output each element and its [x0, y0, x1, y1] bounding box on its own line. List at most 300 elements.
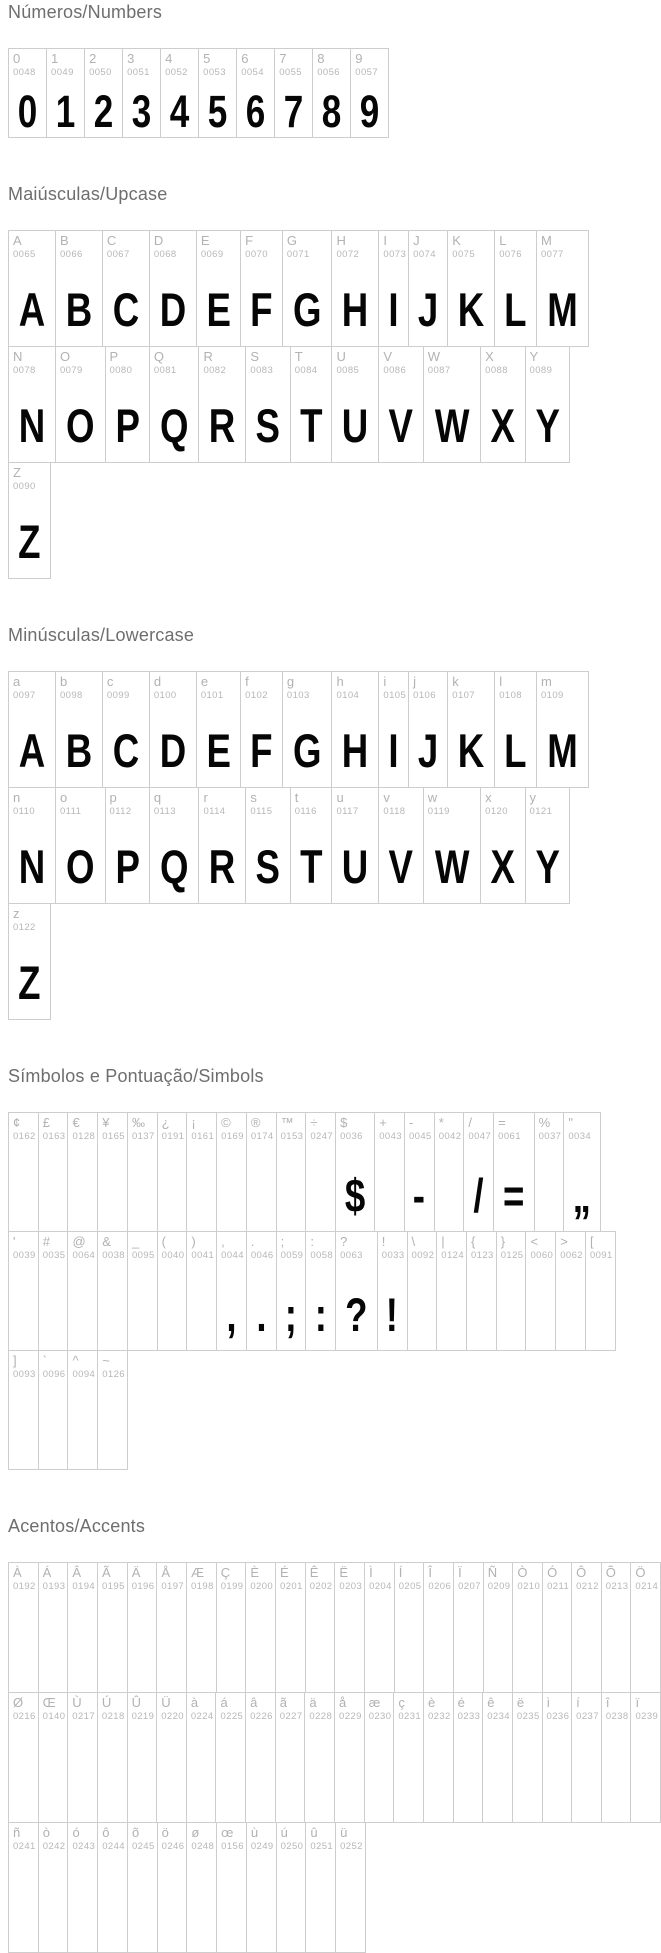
glyph-preview: ! — [386, 1288, 399, 1341]
glyph-char-label: G — [286, 233, 298, 248]
glyph-code-label: 0085 — [336, 364, 360, 376]
glyph-row — [9, 1350, 661, 1470]
glyph-cell-0104 — [331, 671, 379, 788]
glyph-cell-0079 — [55, 346, 106, 463]
glyph-preview: C — [112, 724, 140, 777]
glyph-cell-labels — [9, 463, 50, 492]
glyph-code-label: 0233 — [457, 1710, 481, 1722]
glyph-char-label: = — [498, 1115, 506, 1130]
glyph-char-label: . — [250, 1234, 255, 1249]
glyph-char-label: " — [568, 1115, 573, 1130]
glyph-cell-0088 — [480, 346, 525, 463]
glyph-cell-0096 — [38, 1350, 69, 1470]
glyph-code-label: 0194 — [72, 1580, 96, 1592]
glyph-preview: G — [292, 283, 322, 336]
glyph-cell-0070 — [240, 230, 283, 347]
glyph-char-label: % — [538, 1115, 551, 1130]
glyph-cell-0108 — [494, 671, 537, 788]
glyph-cell-0117 — [331, 787, 379, 904]
glyph-preview: X — [490, 399, 516, 452]
glyph-code-label: 0125 — [500, 1249, 524, 1261]
glyph-cell-labels — [9, 49, 46, 78]
glyph-cell-0059 — [276, 1231, 307, 1351]
glyph-preview: F — [250, 724, 273, 777]
glyph-code-label: 0241 — [13, 1840, 36, 1852]
glyph-char-label: â — [250, 1695, 258, 1710]
glyph-code-label: 0041 — [191, 1249, 215, 1261]
glyph-char-label: ' — [13, 1234, 16, 1249]
glyph-cell-labels — [586, 1232, 615, 1261]
glyph-char-label: ç — [398, 1695, 405, 1710]
glyph-char-label: ë — [516, 1695, 525, 1710]
glyph-cell-labels — [467, 1232, 496, 1261]
glyph-cell-labels — [497, 1232, 526, 1261]
glyph-cell-labels — [306, 1563, 335, 1592]
glyph-cell-labels — [513, 1693, 542, 1722]
glyph-char-label: ò — [42, 1825, 50, 1840]
section-title-accents: Acentos/Accents — [8, 1516, 146, 1536]
glyph-char-label: ( — [161, 1234, 167, 1249]
glyph-code-label: 0104 — [336, 689, 360, 701]
glyph-preview: Z — [18, 515, 41, 568]
glyph-char-label: C — [106, 233, 117, 248]
glyph-cell-0062 — [555, 1231, 586, 1351]
glyph-preview: 6 — [245, 86, 266, 137]
glyph-cell-0162 — [8, 1112, 39, 1232]
glyph-char-label: Ç — [220, 1565, 231, 1580]
glyph-preview: 4 — [169, 86, 190, 137]
glyph-code-label: 0174 — [250, 1130, 274, 1142]
glyph-cell-0081 — [149, 346, 200, 463]
glyph-cell-0229 — [334, 1692, 365, 1823]
glyph-code-label: 0037 — [538, 1130, 562, 1142]
glyph-code-label: 0043 — [379, 1130, 402, 1142]
glyph-code-label: 0049 — [51, 66, 74, 78]
section-accents — [8, 1516, 661, 1953]
glyph-code-label: 0237 — [576, 1710, 599, 1722]
glyph-row — [9, 1562, 661, 1693]
glyph-preview: „ — [572, 1169, 592, 1222]
glyph-cell-0248 — [186, 1822, 217, 1953]
section-uppercase — [8, 184, 661, 579]
glyph-char-label: S — [250, 349, 260, 364]
glyph-code-label: 0247 — [310, 1130, 334, 1142]
glyph-cell-labels — [283, 672, 332, 701]
glyph-cell-0057 — [350, 48, 389, 138]
glyph-preview: 0 — [17, 86, 38, 137]
glyph-char-label: m — [540, 674, 552, 689]
glyph-char-label: ¥ — [102, 1115, 110, 1130]
section-title-uppercase: Maiúsculas/Upcase — [8, 184, 168, 204]
glyph-preview: W — [434, 840, 470, 893]
glyph-cell-0245 — [127, 1822, 158, 1953]
glyph-preview: N — [18, 840, 46, 893]
glyph-char-label: æ — [368, 1695, 381, 1710]
glyph-cell-0061 — [493, 1112, 534, 1232]
glyph-char-label: ø — [191, 1825, 200, 1840]
glyph-cell-labels — [526, 347, 569, 376]
glyph-cell-labels — [217, 1563, 246, 1592]
glyph-cell-labels — [336, 1113, 374, 1142]
glyph-char-label: Ó — [547, 1565, 558, 1580]
glyph-char-label: I — [383, 233, 388, 248]
glyph-cell-0056 — [312, 48, 351, 138]
glyph-char-label: @ — [72, 1234, 86, 1249]
glyph-cell-0212 — [571, 1562, 602, 1693]
glyph-code-label: 0203 — [339, 1580, 363, 1592]
glyph-cell-0252 — [335, 1822, 366, 1953]
glyph-code-label: 0234 — [487, 1710, 510, 1722]
glyph-char-label: Q — [153, 349, 164, 364]
glyph-cell-labels — [572, 1563, 601, 1592]
glyph-cell-0090 — [8, 462, 51, 579]
glyph-code-label: 0196 — [131, 1580, 155, 1592]
glyph-cell-labels — [332, 672, 378, 701]
glyph-cell-labels — [246, 1563, 275, 1592]
glyph-cell-0123 — [466, 1231, 497, 1351]
glyph-cell-0109 — [536, 671, 589, 788]
glyph-code-label: 0113 — [153, 805, 176, 817]
glyph-code-label: 0114 — [203, 805, 226, 817]
glyph-cell-labels — [150, 347, 199, 376]
glyph-char-label: í — [576, 1695, 580, 1710]
glyph-cell-0063 — [335, 1231, 378, 1351]
glyph-preview: Q — [159, 840, 189, 893]
glyph-code-label: 0245 — [131, 1840, 155, 1852]
glyph-code-label: 0212 — [576, 1580, 599, 1592]
glyph-char-label: 5 — [203, 51, 211, 66]
glyph-char-label: 1 — [51, 51, 59, 66]
glyph-code-label: 0068 — [153, 248, 177, 260]
glyph-cell-0220 — [156, 1692, 187, 1823]
glyph-preview: T — [299, 840, 323, 893]
glyph-char-label: < — [530, 1234, 539, 1249]
glyph-cell-0065 — [8, 230, 56, 347]
glyph-code-label: 0236 — [546, 1710, 570, 1722]
glyph-cell-0058 — [305, 1231, 336, 1351]
glyph-cell-0093 — [8, 1350, 39, 1470]
glyph-code-label: 0200 — [250, 1580, 274, 1592]
glyph-cell-0198 — [186, 1562, 217, 1693]
glyph-cell-labels — [9, 1351, 38, 1380]
glyph-preview: M — [547, 724, 578, 777]
glyph-cell-labels — [246, 788, 289, 817]
glyph-char-label: s — [250, 790, 257, 805]
glyph-preview: T — [299, 399, 323, 452]
glyph-code-label: 0243 — [72, 1840, 96, 1852]
glyph-cell-0087 — [423, 346, 481, 463]
glyph-cell-labels — [9, 672, 55, 701]
glyph-code-label: 0033 — [381, 1249, 405, 1261]
glyph-cell-0100 — [149, 671, 197, 788]
glyph-code-label: 0096 — [42, 1368, 66, 1380]
glyph-code-label: 0230 — [368, 1710, 392, 1722]
glyph-cell-0053 — [198, 48, 237, 138]
glyph-code-label: 0055 — [279, 66, 302, 78]
glyph-char-label: r — [203, 790, 208, 805]
glyph-code-label: 0119 — [427, 805, 450, 817]
glyph-preview: R — [209, 840, 236, 893]
glyph-char-label: ì — [546, 1695, 551, 1710]
glyph-char-label: ü — [340, 1825, 348, 1840]
glyph-cell-labels — [246, 1693, 275, 1722]
glyph-preview: E — [206, 283, 231, 336]
glyph-char-label: ù — [250, 1825, 259, 1840]
glyph-cell-0067 — [102, 230, 150, 347]
glyph-cell-0073 — [378, 230, 409, 347]
glyph-char-label: # — [42, 1234, 50, 1249]
glyph-code-label: 0106 — [413, 689, 436, 701]
glyph-code-label: 0045 — [408, 1130, 432, 1142]
glyph-cell-0114 — [198, 787, 246, 904]
glyph-row — [9, 1822, 661, 1953]
glyph-preview: C — [112, 283, 140, 336]
glyph-code-label: 0095 — [131, 1249, 155, 1261]
glyph-cell-labels — [306, 1823, 335, 1852]
glyph-code-label: 0074 — [413, 248, 436, 260]
glyph-cell-labels — [481, 788, 524, 817]
glyph-code-label: 0082 — [203, 364, 227, 376]
glyph-preview: = — [503, 1169, 525, 1222]
glyph-cell-0196 — [127, 1562, 158, 1693]
glyph-preview: A — [18, 283, 46, 336]
glyph-code-label: 0218 — [101, 1710, 125, 1722]
glyph-cell-labels — [150, 788, 199, 817]
glyph-cell-0076 — [494, 230, 537, 347]
glyph-char-label: à — [190, 1695, 199, 1710]
glyph-preview: - — [413, 1169, 426, 1222]
glyph-preview: N — [18, 399, 46, 452]
glyph-char-label: £ — [42, 1115, 50, 1130]
glyph-cell-0084 — [290, 346, 333, 463]
glyph-cell-0049 — [46, 48, 85, 138]
glyph-cell-0194 — [67, 1562, 98, 1693]
glyph-cell-labels — [408, 1232, 437, 1261]
glyph-cell-0044 — [216, 1231, 247, 1351]
glyph-char-label: è — [427, 1695, 436, 1710]
glyph-cell-0086 — [378, 346, 423, 463]
glyph-code-label: 0100 — [153, 689, 177, 701]
glyph-code-label: 0137 — [131, 1130, 155, 1142]
glyph-preview: X — [490, 840, 516, 893]
glyph-row — [9, 1112, 661, 1232]
glyph-char-label: V — [383, 349, 393, 364]
glyph-code-label: 0063 — [340, 1249, 363, 1261]
glyph-cell-labels — [448, 231, 494, 260]
glyph-cell-0209 — [483, 1562, 514, 1693]
glyph-cell-labels — [9, 788, 55, 817]
glyph-cell-labels — [291, 788, 332, 817]
glyph-char-label: 4 — [165, 51, 173, 66]
glyph-char-label: Î — [428, 1565, 433, 1580]
glyph-cell-labels — [564, 1113, 600, 1142]
glyph-code-label: 0035 — [42, 1249, 66, 1261]
glyph-code-label: 0048 — [13, 66, 36, 78]
glyph-cell-0036 — [335, 1112, 375, 1232]
glyph-cell-labels — [161, 49, 198, 78]
glyph-cell-labels — [187, 1563, 216, 1592]
section-symbols — [8, 1066, 661, 1470]
glyph-cell-labels — [283, 231, 332, 260]
glyph-code-label: 0225 — [220, 1710, 244, 1722]
glyph-code-label: 0056 — [317, 66, 340, 78]
glyph-char-label: ` — [42, 1353, 48, 1368]
glyph-cell-labels — [56, 672, 102, 701]
glyph-char-label: ? — [340, 1234, 348, 1249]
glyph-cell-labels — [9, 1232, 38, 1261]
glyph-cell-labels — [602, 1693, 631, 1722]
glyph-char-label: ¢ — [13, 1115, 21, 1130]
glyph-preview: B — [65, 283, 93, 336]
glyph-code-label: 0050 — [89, 66, 112, 78]
glyph-code-label: 0077 — [540, 248, 564, 260]
glyph-cell-0137 — [127, 1112, 158, 1232]
glyph-char-label: O — [59, 349, 71, 364]
glyph-preview: Q — [159, 399, 189, 452]
glyph-code-label: 0213 — [605, 1580, 629, 1592]
glyph-code-label: 0206 — [428, 1580, 452, 1592]
glyph-code-label: 0076 — [499, 248, 522, 260]
glyph-code-label: 0094 — [72, 1368, 96, 1380]
glyph-preview: M — [547, 283, 578, 336]
glyph-preview: I — [388, 724, 399, 777]
glyph-cell-0174 — [246, 1112, 277, 1232]
glyph-code-label: 0079 — [59, 364, 83, 376]
glyph-cell-labels — [56, 231, 102, 260]
glyph-row — [9, 1692, 661, 1823]
glyph-cell-0228 — [304, 1692, 335, 1823]
glyph-code-label: 0105 — [383, 689, 407, 701]
glyph-preview: 7 — [283, 86, 304, 137]
glyph-cell-labels — [543, 1693, 572, 1722]
glyph-cell-labels — [454, 1693, 483, 1722]
glyph-cell-0128 — [67, 1112, 98, 1232]
glyph-preview: Z — [18, 956, 41, 1009]
glyph-code-label: 0197 — [161, 1580, 185, 1592]
glyph-cell-0249 — [246, 1822, 277, 1953]
glyph-cell-labels — [336, 1823, 365, 1852]
glyph-code-label: 0060 — [530, 1249, 554, 1261]
glyph-code-label: 0202 — [309, 1580, 333, 1592]
glyph-cell-0051 — [122, 48, 161, 138]
glyph-cell-0200 — [245, 1562, 276, 1693]
glyph-code-label: 0246 — [161, 1840, 185, 1852]
glyph-cell-labels — [199, 347, 245, 376]
glyph-code-label: 0088 — [485, 364, 508, 376]
glyph-char-label: Ø — [13, 1695, 24, 1710]
glyph-cell-0199 — [216, 1562, 247, 1693]
glyph-char-label: É — [280, 1565, 289, 1580]
glyph-char-label: ï — [635, 1695, 640, 1710]
glyph-cell-labels — [150, 231, 196, 260]
glyph-code-label: 0066 — [59, 248, 83, 260]
glyph-cell-labels — [351, 49, 388, 78]
glyph-char-label: œ — [221, 1825, 234, 1840]
glyph-cell-labels — [484, 1563, 513, 1592]
glyph-preview: Y — [534, 840, 560, 893]
glyph-cell-0119 — [423, 787, 481, 904]
glyph-cell-0102 — [240, 671, 283, 788]
glyph-cell-labels — [277, 1232, 306, 1261]
glyph-cell-labels — [9, 904, 50, 933]
glyph-char-label: ó — [72, 1825, 80, 1840]
glyph-code-label: 0038 — [102, 1249, 125, 1261]
glyph-cell-0193 — [38, 1562, 69, 1693]
glyph-char-label: ä — [309, 1695, 317, 1710]
glyph-cell-labels — [631, 1693, 660, 1722]
glyph-code-label: 0058 — [310, 1249, 334, 1261]
glyph-code-label: 0214 — [635, 1580, 659, 1592]
glyph-cell-labels — [537, 672, 588, 701]
glyph-char-label: { — [471, 1234, 476, 1249]
glyph-char-label: ÷ — [310, 1115, 318, 1130]
glyph-code-label: 0163 — [42, 1130, 66, 1142]
glyph-preview: U — [342, 399, 369, 452]
glyph-cell-0050 — [84, 48, 123, 138]
glyph-cell-labels — [543, 1563, 571, 1592]
glyph-cell-0082 — [198, 346, 246, 463]
glyph-cell-labels — [199, 788, 245, 817]
glyph-code-label: 0217 — [72, 1710, 96, 1722]
glyph-code-label: 0044 — [221, 1249, 244, 1261]
glyph-cell-labels — [424, 1563, 453, 1592]
glyph-code-label: 0101 — [200, 689, 224, 701]
glyph-char-label: o — [59, 790, 68, 805]
glyph-char-label: ~ — [102, 1353, 110, 1368]
glyph-cell-labels — [98, 1351, 127, 1380]
glyph-char-label: g — [286, 674, 295, 689]
glyph-code-label: 0112 — [109, 805, 132, 817]
glyph-char-label: f — [245, 674, 249, 689]
glyph-cell-labels — [39, 1563, 68, 1592]
glyph-char-label: b — [59, 674, 68, 689]
glyph-code-label: 0046 — [250, 1249, 274, 1261]
glyph-char-label: Õ — [605, 1565, 616, 1580]
glyph-char-label: Ä — [131, 1565, 141, 1580]
glyph-code-label: 0087 — [427, 364, 451, 376]
glyph-code-label: 0062 — [560, 1249, 583, 1261]
glyph-cell-labels — [306, 1113, 335, 1142]
glyph-char-label: Á — [42, 1565, 52, 1580]
glyph-cell-0231 — [393, 1692, 424, 1823]
glyph-cell-labels — [187, 1232, 216, 1261]
glyph-cell-labels — [276, 1693, 305, 1722]
glyph-code-label: 0128 — [72, 1130, 96, 1142]
glyph-code-label: 0061 — [498, 1130, 521, 1142]
glyph-cell-0239 — [630, 1692, 661, 1823]
glyph-cell-labels — [378, 1232, 407, 1261]
glyph-code-label: 0075 — [452, 248, 476, 260]
glyph-cell-labels — [128, 1823, 157, 1852]
glyph-char-label: î — [605, 1695, 610, 1710]
glyph-cell-0120 — [480, 787, 525, 904]
glyph-cell-0042 — [434, 1112, 465, 1232]
glyph-cell-labels — [217, 1113, 246, 1142]
glyph-code-label: 0192 — [13, 1580, 36, 1592]
glyph-cell-labels — [106, 788, 149, 817]
glyph-cell-labels — [98, 1113, 127, 1142]
glyph-cell-labels — [246, 347, 289, 376]
glyph-code-label: 0054 — [241, 66, 264, 78]
glyph-char-label: E — [200, 233, 210, 248]
glyph-preview: G — [292, 724, 322, 777]
glyph-preview: Y — [534, 399, 560, 452]
glyph-code-label: 0107 — [452, 689, 476, 701]
glyph-char-label: A — [13, 233, 22, 248]
glyph-cell-labels — [39, 1113, 68, 1142]
glyph-cell-labels — [409, 231, 447, 260]
glyph-code-label: 0115 — [250, 805, 273, 817]
